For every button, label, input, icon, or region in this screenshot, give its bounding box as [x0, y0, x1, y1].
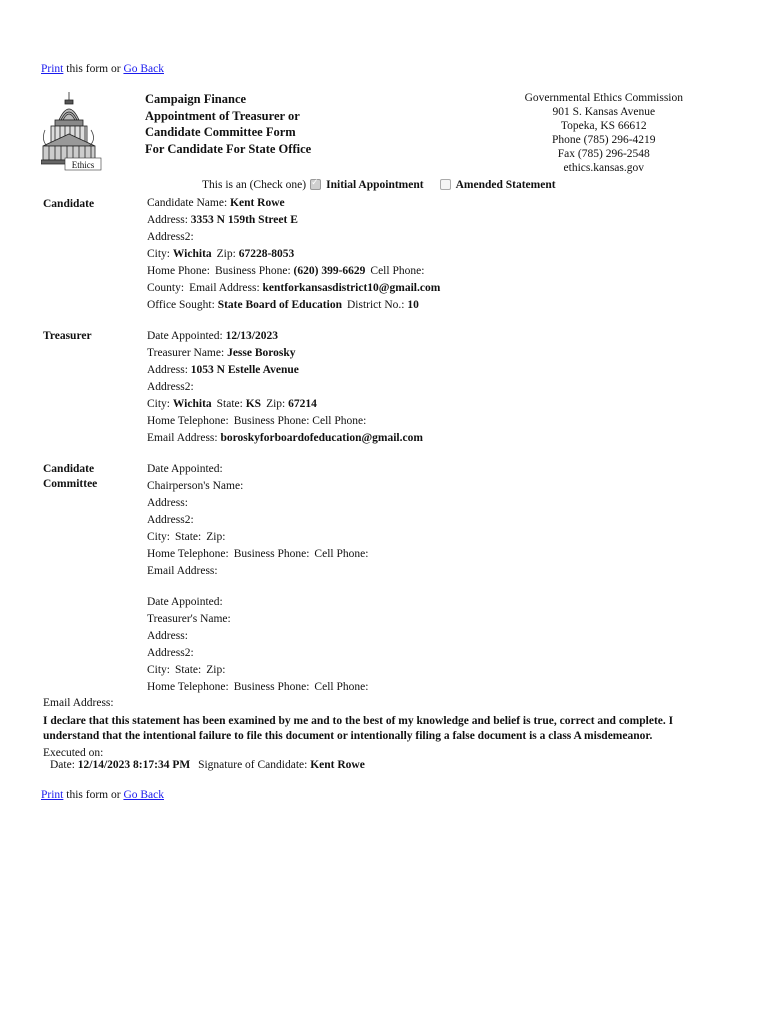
agency-name: Governmental Ethics Commission: [524, 92, 683, 104]
treasurer-address2-row: [147, 379, 423, 396]
field-label: Home Telephone:: [147, 415, 229, 427]
field-label: Email Address:: [147, 432, 218, 444]
check-prefix: This is an (Check one): [202, 179, 307, 191]
treasurer-date-row: [147, 328, 423, 345]
field-label: Home Phone:: [147, 265, 210, 277]
agency-phone: Phone (785) 296-4219: [552, 134, 656, 146]
field-label: Email Address:: [189, 282, 260, 294]
form-title-line: Appointment of Treasurer or: [145, 108, 300, 123]
field-label: Address2:: [147, 647, 194, 659]
print-link[interactable]: Print: [41, 789, 64, 801]
field-label: Home Telephone:: [147, 548, 229, 560]
form-title-line: Candidate Committee Form: [145, 125, 296, 139]
field-label: Cell Phone:: [370, 265, 425, 277]
field-label: Cell Phone:: [314, 681, 369, 693]
candidate-office-value: State Board of Education: [217, 299, 342, 311]
treasurer-zip-value: 67214: [288, 398, 317, 410]
candidate-fields: [147, 195, 440, 314]
declaration-text: I declare that this statement has been examined by me and to the best of my knowledge and belief is true, correct and complete. I understand that the intentional failure to file this document or intentionally filing a false document is a class A misdemeanor.: [43, 715, 674, 742]
execution-date-value: 12/14/2023 8:17:34 PM: [77, 759, 191, 771]
capitol-dome-icon: [41, 90, 109, 172]
field-label: Zip:: [216, 248, 236, 260]
field-label: Address2:: [147, 231, 194, 243]
ct-city-row: [147, 662, 368, 679]
candidate-name-value: Kent Rowe: [230, 197, 285, 209]
chair-date-row: [147, 461, 368, 478]
ct-date-row: [147, 594, 368, 611]
treasurer-name-value: Jesse Borosky: [227, 347, 296, 359]
candidate-city-value: Wichita: [172, 248, 212, 260]
field-label: State:: [175, 664, 202, 676]
committee-section-label: [43, 462, 97, 492]
form-title-line: Campaign Finance: [145, 92, 247, 106]
chair-phone-row: [147, 546, 368, 563]
chair-email-row: [147, 563, 368, 580]
treasurer-fields: [147, 328, 423, 447]
committee-label-line: Candidate: [43, 463, 95, 475]
field-label: Treasurer Name:: [147, 347, 225, 359]
ethics-logo: [41, 90, 109, 172]
field-label: District No.:: [346, 299, 405, 311]
field-label: Address2:: [147, 514, 194, 526]
agency-street: 901 S. Kansas Avenue: [552, 106, 656, 118]
executed-label: Executed on:: [43, 747, 104, 759]
ct-address-row: [147, 628, 368, 645]
bottom-nav: [41, 789, 164, 801]
field-label: City:: [147, 664, 171, 676]
nav-text: this form or: [63, 789, 124, 801]
field-label: Business Phone:: [233, 415, 310, 427]
field-label: Treasurer's Name:: [147, 613, 231, 625]
candidate-zip-value: 67228-8053: [238, 248, 295, 260]
agency-city: Topeka, KS 66612: [560, 120, 647, 132]
field-label: Zip:: [206, 664, 226, 676]
field-label: Signature of Candidate:: [198, 759, 308, 771]
field-label: Zip:: [266, 398, 286, 410]
initial-appointment-checkbox[interactable]: [310, 179, 321, 190]
candidate-business-phone-value: (620) 399-6629: [293, 265, 366, 277]
agency-fax: Fax (785) 296-2548: [557, 148, 650, 160]
candidate-city-row: [147, 246, 440, 263]
treasurer-email-value: boroskyforboardofeducation@gmail.com: [220, 432, 423, 444]
treasurer-phone-row: [147, 413, 423, 430]
field-label: Email Address:: [43, 697, 114, 709]
go-back-link[interactable]: Go Back: [123, 789, 164, 801]
field-label: Date Appointed:: [147, 463, 223, 475]
candidate-email-value: kentforkansasdistrict10@gmail.com: [262, 282, 441, 294]
candidate-district-value: 10: [407, 299, 419, 311]
field-label: Office Sought:: [147, 299, 215, 311]
chair-name-row: [147, 478, 368, 495]
candidate-address-value: 3353 N 159th Street E: [190, 214, 298, 226]
field-label: State:: [175, 531, 202, 543]
field-label: State:: [216, 398, 243, 410]
agency-website: ethics.kansas.gov: [563, 162, 645, 174]
signature-value: Kent Rowe: [310, 759, 365, 771]
ct-email-row: [43, 697, 114, 709]
field-label: Address:: [147, 497, 188, 509]
field-label: Address2:: [147, 381, 194, 393]
field-label: Cell Phone:: [314, 548, 369, 560]
field-label: City:: [147, 248, 171, 260]
field-label: Date:: [50, 759, 75, 771]
chair-address-row: [147, 495, 368, 512]
field-label: Chairperson's Name:: [147, 480, 244, 492]
field-label: Date Appointed:: [147, 330, 223, 342]
nav-text: this form or: [63, 63, 124, 75]
candidate-county-row: [147, 280, 440, 297]
candidate-phone-row: [147, 263, 440, 280]
candidate-address-row: [147, 212, 440, 229]
form-title: [145, 91, 311, 157]
appointment-type: [202, 179, 568, 191]
candidate-address2-row: [147, 229, 440, 246]
treasurer-state-value: KS: [245, 398, 262, 410]
committee-treasurer-fields: [147, 594, 368, 696]
field-label: Date Appointed:: [147, 596, 223, 608]
execution-row: [50, 759, 365, 771]
field-label: Address:: [147, 214, 188, 226]
field-label: Address:: [147, 630, 188, 642]
committee-label-line: Committee: [43, 478, 98, 490]
treasurer-date-value: 12/13/2023: [225, 330, 278, 342]
field-label: Business Phone:: [214, 265, 291, 277]
logo-caption: Ethics: [71, 160, 95, 170]
field-label: Cell Phone:: [312, 415, 367, 427]
chair-address2-row: [147, 512, 368, 529]
field-label: Business Phone:: [233, 548, 310, 560]
candidate-section-label: Candidate: [43, 198, 95, 210]
treasurer-address-row: [147, 362, 423, 379]
field-label: Candidate Name:: [147, 197, 228, 209]
field-label: Zip:: [206, 531, 226, 543]
treasurer-city-value: Wichita: [172, 398, 212, 410]
amended-statement-checkbox[interactable]: [440, 179, 451, 190]
amended-statement-label: Amended Statement: [455, 179, 556, 191]
field-label: County:: [147, 282, 185, 294]
ct-name-row: [147, 611, 368, 628]
field-label: Email Address:: [147, 565, 218, 577]
agency-contact: [525, 91, 683, 175]
field-label: City:: [147, 531, 171, 543]
top-nav: [41, 63, 164, 75]
committee-chair-fields: [147, 461, 368, 580]
treasurer-city-row: [147, 396, 423, 413]
treasurer-section-label: Treasurer: [43, 330, 92, 342]
field-label: Address:: [147, 364, 188, 376]
field-label: City:: [147, 398, 171, 410]
initial-appointment-label: Initial Appointment: [326, 179, 424, 191]
treasurer-address-value: 1053 N Estelle Avenue: [190, 364, 299, 376]
field-label: Business Phone:: [233, 681, 310, 693]
go-back-link[interactable]: Go Back: [123, 63, 164, 75]
candidate-name-row: [147, 195, 440, 212]
field-label: Home Telephone:: [147, 681, 229, 693]
print-link[interactable]: Print: [41, 63, 64, 75]
treasurer-name-row: [147, 345, 423, 362]
candidate-office-row: [147, 297, 440, 314]
ct-phone-row: [147, 679, 368, 696]
form-title-line: For Candidate For State Office: [145, 141, 312, 156]
ct-address2-row: [147, 645, 368, 662]
treasurer-email-row: [147, 430, 423, 447]
chair-city-row: [147, 529, 368, 546]
